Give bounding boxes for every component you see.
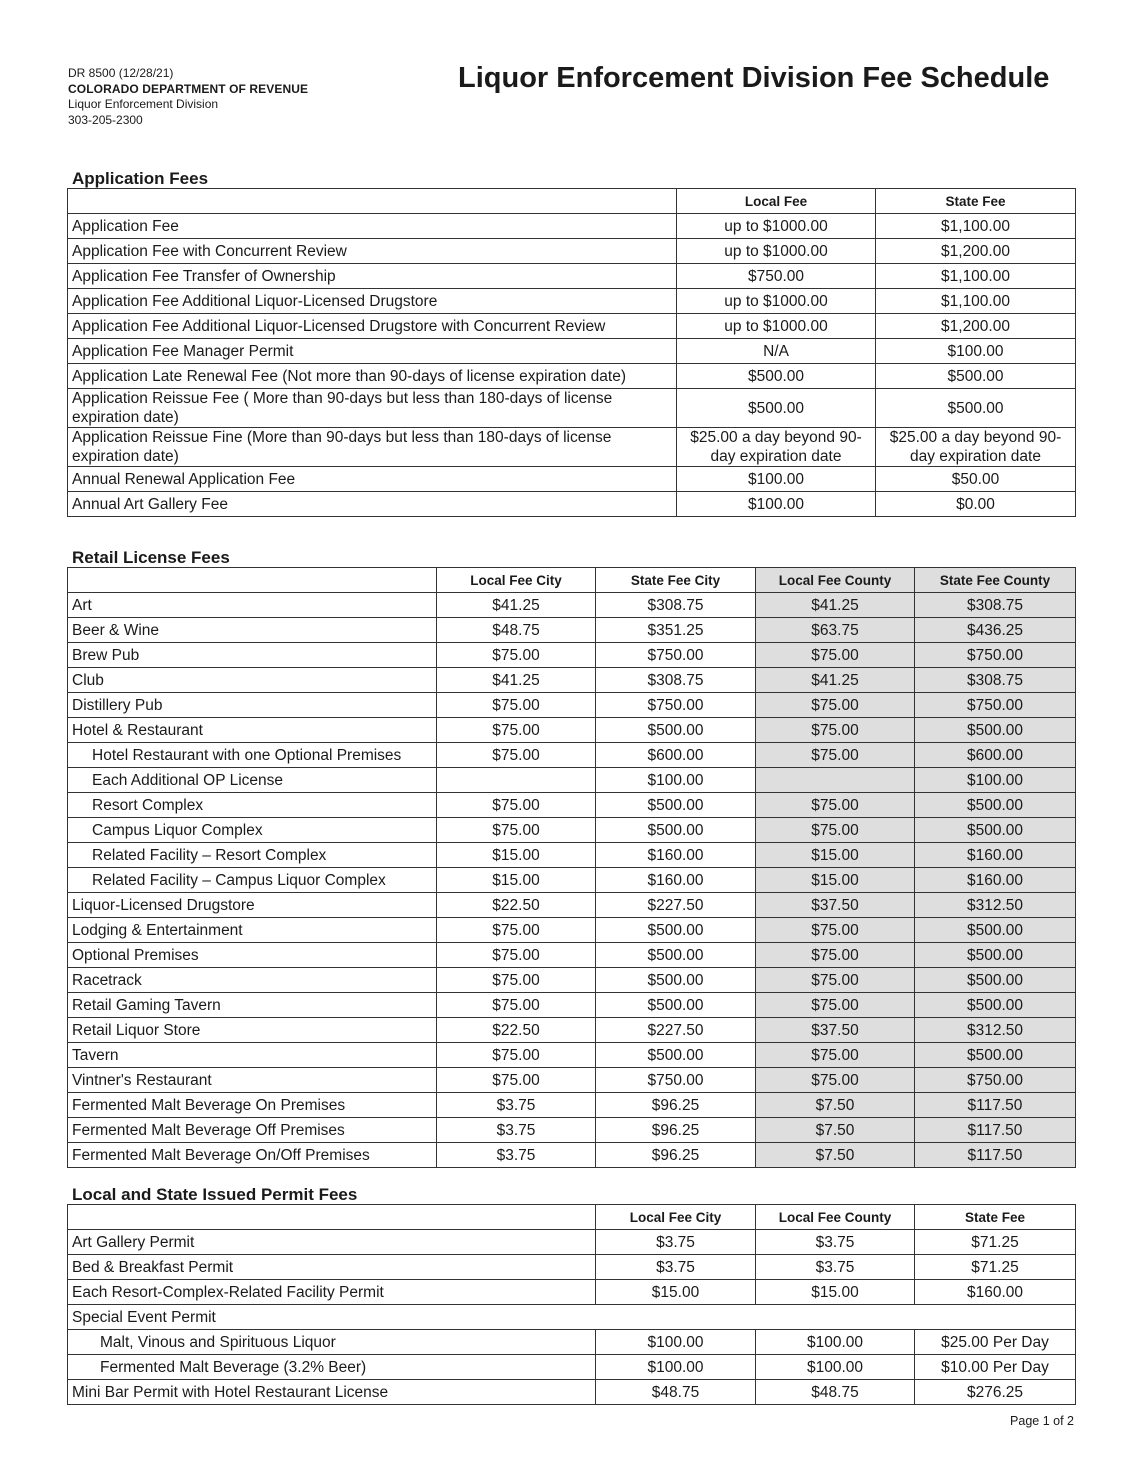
table-row <box>68 643 1076 668</box>
state-fee-cell: $50.00 <box>876 467 1076 492</box>
local-fee-county-cell: $75.00 <box>756 793 915 818</box>
state-fee-county-cell: $500.00 <box>915 918 1076 943</box>
local-fee-county-cell: $37.50 <box>756 1018 915 1043</box>
local-fee-city-cell: $100.00 <box>596 1355 756 1380</box>
local-fee-county-cell: $15.00 <box>756 843 915 868</box>
form-header-info <box>68 66 308 128</box>
license-name-cell: Beer & Wine <box>68 618 437 643</box>
license-name-cell: Retail Liquor Store <box>68 1018 437 1043</box>
state-fee-county-cell: $500.00 <box>915 718 1076 743</box>
table-row <box>68 593 1076 618</box>
permit-name-cell: Fermented Malt Beverage (3.2% Beer) <box>68 1355 596 1380</box>
local-fee-cell: $100.00 <box>677 467 876 492</box>
blank-header-cell <box>68 189 677 214</box>
license-name-cell: Each Additional OP License <box>68 768 437 793</box>
local-fee-cell: up to $1000.00 <box>677 289 876 314</box>
table-row <box>68 943 1076 968</box>
state-fee-county-cell: $500.00 <box>915 793 1076 818</box>
state-fee-county-cell: $500.00 <box>915 943 1076 968</box>
local-fee-county-cell: $41.25 <box>756 593 915 618</box>
state-fee-county-cell: $100.00 <box>915 768 1076 793</box>
table-row <box>68 1280 1076 1305</box>
table-row <box>68 718 1076 743</box>
local-fee-city-cell: $3.75 <box>437 1093 596 1118</box>
license-name-cell: Art <box>68 593 437 618</box>
local-fee-city-cell: $75.00 <box>437 793 596 818</box>
table-row <box>68 1018 1076 1043</box>
state-fee-county-cell: $436.25 <box>915 618 1076 643</box>
permit-name-cell: Art Gallery Permit <box>68 1230 596 1255</box>
state-fee-county-cell: $312.50 <box>915 893 1076 918</box>
state-fee-city-cell: $600.00 <box>596 743 756 768</box>
state-fee-cell: $25.00 Per Day <box>915 1330 1076 1355</box>
license-name-cell: Hotel & Restaurant <box>68 718 437 743</box>
blank-header-cell <box>68 1205 596 1230</box>
local-fee-county-cell: $7.50 <box>756 1143 915 1168</box>
table-row <box>68 389 1076 428</box>
column-header: State Fee <box>915 1205 1076 1230</box>
state-fee-cell: $0.00 <box>876 492 1076 517</box>
local-fee-cell: N/A <box>677 339 876 364</box>
state-fee-county-cell: $117.50 <box>915 1118 1076 1143</box>
state-fee-city-cell: $96.25 <box>596 1118 756 1143</box>
fee-name-cell: Annual Art Gallery Fee <box>68 492 677 517</box>
state-fee-city-cell: $96.25 <box>596 1143 756 1168</box>
license-name-cell: Fermented Malt Beverage On Premises <box>68 1093 437 1118</box>
state-fee-city-cell: $160.00 <box>596 843 756 868</box>
column-header: State Fee City <box>596 568 756 593</box>
table-row <box>68 1118 1076 1143</box>
table-row <box>68 743 1076 768</box>
local-fee-county-cell: $37.50 <box>756 893 915 918</box>
local-fee-city-cell: $22.50 <box>437 1018 596 1043</box>
application-fees-table <box>67 188 1076 517</box>
state-fee-county-cell: $500.00 <box>915 993 1076 1018</box>
state-fee-county-cell: $750.00 <box>915 693 1076 718</box>
fee-name-cell: Application Fee Additional Liquor-Licensed Drugstore <box>68 289 677 314</box>
state-fee-county-cell: $308.75 <box>915 668 1076 693</box>
state-fee-city-cell: $750.00 <box>596 693 756 718</box>
local-fee-county-cell: $15.00 <box>756 868 915 893</box>
local-fee-county-cell: $15.00 <box>756 1280 915 1305</box>
state-fee-city-cell: $500.00 <box>596 918 756 943</box>
state-fee-city-cell: $96.25 <box>596 1093 756 1118</box>
local-fee-county-cell <box>756 768 915 793</box>
fee-name-cell: Application Fee Transfer of Ownership <box>68 264 677 289</box>
table-row <box>68 1143 1076 1168</box>
local-fee-city-cell: $41.25 <box>437 593 596 618</box>
local-fee-county-cell: $3.75 <box>756 1230 915 1255</box>
state-fee-cell: $276.25 <box>915 1380 1076 1405</box>
local-fee-city-cell: $75.00 <box>437 693 596 718</box>
state-fee-county-cell: $750.00 <box>915 643 1076 668</box>
local-fee-county-cell: $7.50 <box>756 1118 915 1143</box>
local-fee-county-cell: $75.00 <box>756 1043 915 1068</box>
local-fee-city-cell: $100.00 <box>596 1330 756 1355</box>
permit-fees-title: Local and State Issued Permit Fees <box>72 1185 358 1204</box>
local-fee-cell: up to $1000.00 <box>677 214 876 239</box>
license-name-cell: Fermented Malt Beverage Off Premises <box>68 1118 437 1143</box>
state-fee-city-cell: $308.75 <box>596 668 756 693</box>
table-row <box>68 668 1076 693</box>
local-fee-county-cell: $63.75 <box>756 618 915 643</box>
license-name-cell: Hotel Restaurant with one Optional Premises <box>68 743 437 768</box>
local-fee-city-cell: $75.00 <box>437 968 596 993</box>
state-fee-cell: $160.00 <box>915 1280 1076 1305</box>
column-header: Local Fee County <box>756 568 915 593</box>
table-row <box>68 693 1076 718</box>
permit-fees-table <box>67 1204 1076 1405</box>
table-row <box>68 818 1076 843</box>
table-row <box>68 214 1076 239</box>
state-fee-city-cell: $351.25 <box>596 618 756 643</box>
table-row <box>68 618 1076 643</box>
fee-name-cell: Application Fee Manager Permit <box>68 339 677 364</box>
phone-number: 303-205-2300 <box>68 112 143 127</box>
permit-name-cell: Bed & Breakfast Permit <box>68 1255 596 1280</box>
state-fee-cell: $100.00 <box>876 339 1076 364</box>
state-fee-cell: $71.25 <box>915 1255 1076 1280</box>
table-row <box>68 1230 1076 1255</box>
local-fee-cell: $750.00 <box>677 264 876 289</box>
license-name-cell: Vintner's Restaurant <box>68 1068 437 1093</box>
local-fee-county-cell: $7.50 <box>756 1093 915 1118</box>
state-fee-county-cell: $500.00 <box>915 968 1076 993</box>
table-row <box>68 843 1076 868</box>
local-fee-county-cell: $75.00 <box>756 968 915 993</box>
license-name-cell: Optional Premises <box>68 943 437 968</box>
local-fee-county-cell: $41.25 <box>756 668 915 693</box>
local-fee-city-cell: $75.00 <box>437 718 596 743</box>
local-fee-cell: $500.00 <box>677 364 876 389</box>
state-fee-city-cell: $750.00 <box>596 643 756 668</box>
permit-name-cell: Each Resort-Complex-Related Facility Permit <box>68 1280 596 1305</box>
state-fee-county-cell: $750.00 <box>915 1068 1076 1093</box>
license-name-cell: Related Facility – Resort Complex <box>68 843 437 868</box>
permit-name-cell: Malt, Vinous and Spirituous Liquor <box>68 1330 596 1355</box>
column-header: Local Fee <box>677 189 876 214</box>
state-fee-county-cell: $160.00 <box>915 868 1076 893</box>
local-fee-city-cell: $75.00 <box>437 818 596 843</box>
state-fee-cell: $1,200.00 <box>876 314 1076 339</box>
state-fee-city-cell: $100.00 <box>596 768 756 793</box>
local-fee-city-cell: $75.00 <box>437 643 596 668</box>
local-fee-county-cell: $75.00 <box>756 943 915 968</box>
license-name-cell: Campus Liquor Complex <box>68 818 437 843</box>
local-fee-cell: $500.00 <box>677 389 876 428</box>
fee-name-cell: Application Reissue Fine (More than 90-days but less than 180-days of license expiration date) <box>68 428 677 467</box>
state-fee-cell: $1,200.00 <box>876 239 1076 264</box>
local-fee-city-cell: $22.50 <box>437 893 596 918</box>
state-fee-county-cell: $500.00 <box>915 1043 1076 1068</box>
table-row <box>68 993 1076 1018</box>
local-fee-city-cell: $75.00 <box>437 743 596 768</box>
state-fee-city-cell: $500.00 <box>596 793 756 818</box>
local-fee-city-cell: $3.75 <box>596 1230 756 1255</box>
license-name-cell: Racetrack <box>68 968 437 993</box>
local-fee-city-cell: $48.75 <box>596 1380 756 1405</box>
state-fee-city-cell: $500.00 <box>596 968 756 993</box>
local-fee-county-cell: $75.00 <box>756 918 915 943</box>
state-fee-city-cell: $500.00 <box>596 993 756 1018</box>
state-fee-county-cell: $160.00 <box>915 843 1076 868</box>
table-row <box>68 314 1076 339</box>
table-row <box>68 1330 1076 1355</box>
local-fee-county-cell: $100.00 <box>756 1330 915 1355</box>
retail-fees-table <box>67 567 1076 1168</box>
license-name-cell: Resort Complex <box>68 793 437 818</box>
table-row <box>68 1380 1076 1405</box>
state-fee-cell: $71.25 <box>915 1230 1076 1255</box>
local-fee-city-cell: $75.00 <box>437 918 596 943</box>
local-fee-county-cell: $75.00 <box>756 993 915 1018</box>
table-row <box>68 968 1076 993</box>
fee-name-cell: Application Fee Additional Liquor-Licensed Drugstore with Concurrent Review <box>68 314 677 339</box>
state-fee-county-cell: $500.00 <box>915 818 1076 843</box>
column-header: Local Fee City <box>596 1205 756 1230</box>
local-fee-city-cell: $75.00 <box>437 1043 596 1068</box>
state-fee-county-cell: $117.50 <box>915 1143 1076 1168</box>
state-fee-cell: $500.00 <box>876 389 1076 428</box>
retail-fees-title: Retail License Fees <box>72 548 230 567</box>
column-header: State Fee <box>876 189 1076 214</box>
table-row <box>68 1093 1076 1118</box>
state-fee-cell: $10.00 Per Day <box>915 1355 1076 1380</box>
state-fee-city-cell: $500.00 <box>596 1043 756 1068</box>
local-fee-city-cell: $75.00 <box>437 1068 596 1093</box>
state-fee-cell: $500.00 <box>876 364 1076 389</box>
table-row <box>68 768 1076 793</box>
local-fee-county-cell: $3.75 <box>756 1255 915 1280</box>
state-fee-city-cell: $227.50 <box>596 893 756 918</box>
application-fees-title: Application Fees <box>72 169 209 188</box>
local-fee-city-cell: $15.00 <box>437 868 596 893</box>
local-fee-cell: up to $1000.00 <box>677 314 876 339</box>
local-fee-county-cell: $75.00 <box>756 718 915 743</box>
table-row <box>68 1355 1076 1380</box>
table-row <box>68 339 1076 364</box>
license-name-cell: Brew Pub <box>68 643 437 668</box>
local-fee-city-cell: $48.75 <box>437 618 596 643</box>
department-name: COLORADO DEPARTMENT OF REVENUE <box>68 81 309 96</box>
table-row <box>68 264 1076 289</box>
column-header: Local Fee City <box>437 568 596 593</box>
fee-name-cell: Annual Renewal Application Fee <box>68 467 677 492</box>
table-row <box>68 467 1076 492</box>
license-name-cell: Related Facility – Campus Liquor Complex <box>68 868 437 893</box>
table-row <box>68 492 1076 517</box>
permit-name-cell: Mini Bar Permit with Hotel Restaurant License <box>68 1380 596 1405</box>
local-fee-city-cell: $3.75 <box>437 1118 596 1143</box>
state-fee-city-cell: $500.00 <box>596 818 756 843</box>
local-fee-county-cell: $75.00 <box>756 1068 915 1093</box>
table-row <box>68 1068 1076 1093</box>
license-name-cell: Liquor-Licensed Drugstore <box>68 893 437 918</box>
local-fee-county-cell: $100.00 <box>756 1355 915 1380</box>
table-row <box>68 1255 1076 1280</box>
document-title: Liquor Enforcement Division Fee Schedule <box>458 62 1050 94</box>
fee-name-cell: Application Late Renewal Fee (Not more than 90-days of license expiration date) <box>68 364 677 389</box>
fee-name-cell: Application Fee with Concurrent Review <box>68 239 677 264</box>
local-fee-city-cell: $75.00 <box>437 993 596 1018</box>
license-name-cell: Club <box>68 668 437 693</box>
license-name-cell: Fermented Malt Beverage On/Off Premises <box>68 1143 437 1168</box>
state-fee-city-cell: $750.00 <box>596 1068 756 1093</box>
local-fee-county-cell: $75.00 <box>756 693 915 718</box>
local-fee-county-cell: $75.00 <box>756 818 915 843</box>
local-fee-city-cell: $3.75 <box>437 1143 596 1168</box>
local-fee-cell: $25.00 a day beyond 90-day expiration date <box>677 428 876 467</box>
column-header: State Fee County <box>915 568 1076 593</box>
fee-name-cell: Application Fee <box>68 214 677 239</box>
state-fee-city-cell: $500.00 <box>596 718 756 743</box>
division-name: Liquor Enforcement Division <box>68 97 219 111</box>
state-fee-city-cell: $160.00 <box>596 868 756 893</box>
state-fee-county-cell: $308.75 <box>915 593 1076 618</box>
state-fee-county-cell: $600.00 <box>915 743 1076 768</box>
table-row <box>68 1305 1076 1330</box>
column-header: Local Fee County <box>756 1205 915 1230</box>
local-fee-county-cell: $75.00 <box>756 643 915 668</box>
table-row <box>68 868 1076 893</box>
state-fee-county-cell: $312.50 <box>915 1018 1076 1043</box>
license-name-cell: Tavern <box>68 1043 437 1068</box>
state-fee-city-cell: $308.75 <box>596 593 756 618</box>
license-name-cell: Lodging & Entertainment <box>68 918 437 943</box>
local-fee-city-cell <box>437 768 596 793</box>
page-number: Page 1 of 2 <box>1010 1414 1074 1428</box>
form-id: DR 8500 (12/28/21) <box>68 66 174 80</box>
license-name-cell: Retail Gaming Tavern <box>68 993 437 1018</box>
table-row <box>68 918 1076 943</box>
license-name-cell: Distillery Pub <box>68 693 437 718</box>
local-fee-city-cell: $3.75 <box>596 1255 756 1280</box>
table-row <box>68 239 1076 264</box>
state-fee-county-cell: $117.50 <box>915 1093 1076 1118</box>
local-fee-county-cell: $48.75 <box>756 1380 915 1405</box>
table-row <box>68 793 1076 818</box>
blank-header-cell <box>68 568 437 593</box>
local-fee-city-cell: $41.25 <box>437 668 596 693</box>
local-fee-city-cell: $15.00 <box>596 1280 756 1305</box>
local-fee-cell: $100.00 <box>677 492 876 517</box>
local-fee-city-cell: $75.00 <box>437 943 596 968</box>
table-row <box>68 428 1076 467</box>
table-row <box>68 893 1076 918</box>
local-fee-cell: up to $1000.00 <box>677 239 876 264</box>
state-fee-cell: $1,100.00 <box>876 214 1076 239</box>
local-fee-county-cell: $75.00 <box>756 743 915 768</box>
fee-name-cell: Application Reissue Fee ( More than 90-days but less than 180-days of license expiration date) <box>68 389 677 428</box>
table-row <box>68 289 1076 314</box>
state-fee-cell: $1,100.00 <box>876 264 1076 289</box>
state-fee-cell: $1,100.00 <box>876 289 1076 314</box>
table-row <box>68 364 1076 389</box>
state-fee-cell: $25.00 a day beyond 90-day expiration date <box>876 428 1076 467</box>
local-fee-city-cell: $15.00 <box>437 843 596 868</box>
state-fee-city-cell: $500.00 <box>596 943 756 968</box>
permit-name-cell: Special Event Permit <box>68 1305 1076 1330</box>
table-row <box>68 1043 1076 1068</box>
state-fee-city-cell: $227.50 <box>596 1018 756 1043</box>
